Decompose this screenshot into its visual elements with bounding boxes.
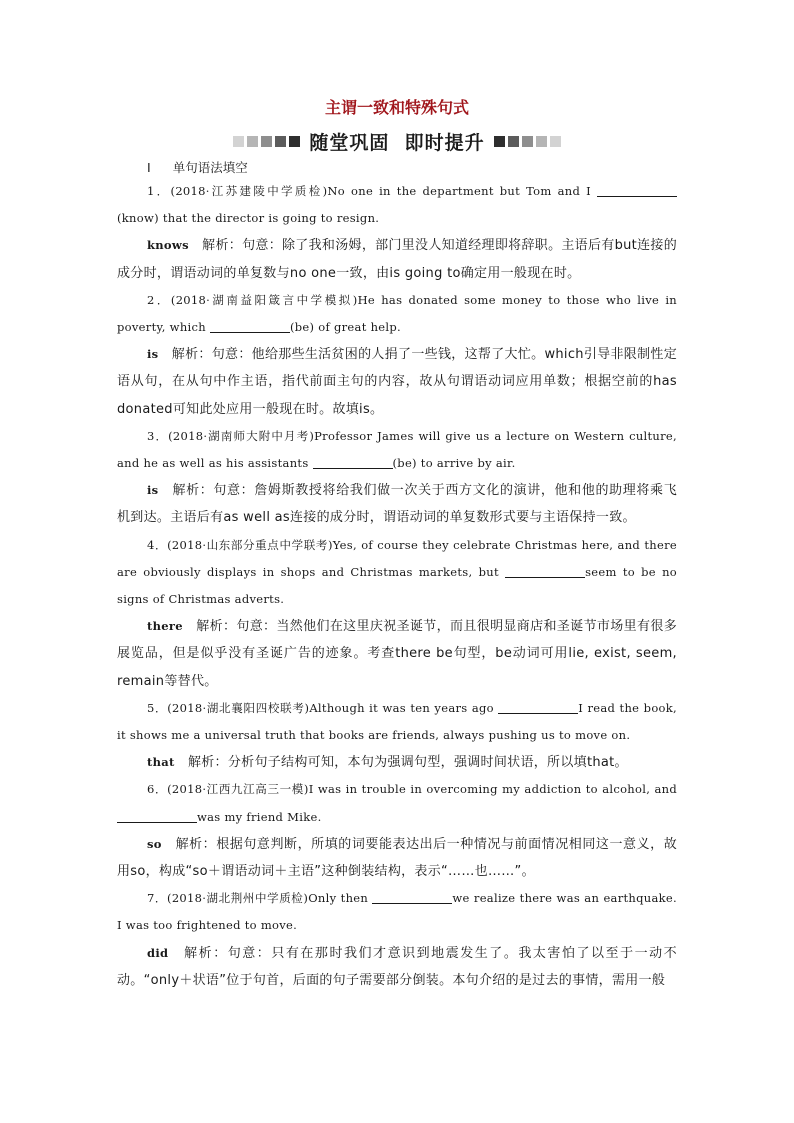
question-5 (117, 695, 677, 749)
analysis-1 (117, 232, 677, 286)
answer-blank (505, 564, 585, 578)
banner-square (233, 136, 244, 147)
answer-word: knows (147, 238, 189, 253)
analysis-6 (117, 831, 677, 885)
question-text: 4．(2018·山东部分重点中学联考)Yes, of course they celebrate Christmas here, and there are obviously displays in shops and Christmas markets, but (117, 537, 677, 579)
section-banner (117, 128, 677, 154)
answer-blank (597, 183, 677, 197)
analysis-text: 解析：句意：只有在那时我们才意识到地震发生了。我太害怕了以至于一动不动。“only＋状语”位于句首，后面的句子需要部分倒装。本句介绍的是过去的事情，需用一般 (117, 945, 677, 988)
question-text: 5．(2018·湖北襄阳四校联考)Although it was ten years ago (147, 700, 494, 715)
analysis-text: 解析：句意：詹姆斯教授将给我们做一次关于西方文化的演讲，他和他的助理将乘飞机到达。主语后有as well as连接的成分时，谓语动词的单复数形式要与主语保持一致。 (117, 483, 677, 526)
section-heading (147, 158, 677, 178)
answer-word: is (147, 483, 159, 498)
banner-square (522, 136, 533, 147)
question-text-post: (be) to arrive by air. (392, 456, 516, 471)
question-6 (117, 776, 677, 830)
page-title: 主谓一致和特殊句式 (324, 98, 469, 117)
question-4 (117, 532, 677, 614)
question-text-post: (be) of great help. (289, 320, 401, 335)
question-text-post: I read the book, it shows me a universal truth that books are friends, always pushing us to move on. (117, 700, 677, 743)
answer-word: there (147, 619, 183, 634)
question-text-post: (know) that the director is going to resign. (117, 211, 380, 226)
analysis-3 (117, 477, 677, 531)
question-text: 7．(2018·湖北荆州中学质检)Only then (147, 891, 369, 906)
question-text: 2．(2018·湖南益阳箴言中学模拟)He has donated some money to those who live in poverty, which (117, 292, 677, 335)
banner-square (261, 136, 272, 147)
analysis-7 (117, 940, 677, 994)
question-2 (117, 287, 677, 341)
question-text: 1．(2018·江苏建陵中学质检)No one in the department but Tom and I (147, 184, 591, 198)
banner-square (247, 136, 258, 147)
banner-square (536, 136, 547, 147)
question-7 (117, 885, 677, 939)
answer-word: did (147, 945, 169, 960)
answer-word: that (147, 755, 175, 770)
analysis-text: 解析：根据句意判断，所填的词要能表达出后一种情况与前面情况相同这一意义，故用so，构成“so＋谓语动词＋主语”这种倒装结构，表示“……也……”。 (117, 836, 677, 880)
answer-word: so (147, 836, 162, 851)
analysis-5 (117, 749, 677, 776)
answer-blank (313, 455, 393, 469)
banner-square (550, 136, 561, 147)
answer-blank (372, 890, 452, 904)
banner-title: 随堂巩固 即时提升 (309, 131, 485, 154)
question-1 (117, 178, 677, 232)
analysis-text: 解析：句意：除了我和汤姆，部门里没人知道经理即将辞职。主语后有but连接的成分时，谓语动词的单复数与no one一致，由is going to确定用一般现在时。 (117, 238, 677, 281)
banner-square (275, 136, 286, 147)
banner-square (494, 136, 505, 147)
question-text-post: seem to be no signs of Christmas adverts. (117, 564, 677, 607)
answer-blank (498, 700, 578, 714)
banner-square (289, 136, 300, 147)
analysis-text: 解析：分析句子结构可知，本句为强调句型，强调时间状语，所以填that。 (174, 755, 628, 771)
section-number: Ⅰ (147, 160, 151, 175)
question-text-post: we realize there was an earthquake. I was too frightened to move. (117, 891, 677, 933)
document-page (117, 96, 677, 994)
banner-square (508, 136, 519, 147)
banner-squares-right (493, 132, 563, 151)
analysis-text: 解析：句意：他给那些生活贫困的人捐了一些钱，这帮了大忙。which引导非限制性定语从句，在从句中作主语，指代前面主句的内容，故从句谓语动词应用单数；根据空前的has donated可知此处应用一般现在时。故填is。 (117, 347, 677, 417)
question-text: 3．(2018·湖南师大附中月考)Professor James will give us a lecture on Western culture, and he as well as his assistants (117, 428, 677, 471)
banner-squares-left (231, 132, 301, 151)
answer-blank (210, 319, 290, 333)
analysis-2 (117, 341, 677, 423)
answer-blank (117, 809, 197, 823)
analysis-4 (117, 613, 677, 695)
question-3 (117, 423, 677, 477)
question-text-post: was my friend Mike. (197, 809, 322, 824)
answer-word: is (147, 347, 159, 362)
analysis-text: 解析：句意：当然他们在这里庆祝圣诞节，而且很明显商店和圣诞节市场里有很多展览品，但是似乎没有圣诞广告的迹象。考查there be句型，be动词可用lie, exist, seem, remain等替代。 (117, 619, 677, 689)
question-text: 6．(2018·江西九江高三一模)I was in trouble in overcoming my addiction to alcohol, and (147, 782, 677, 797)
section-label: 单句语法填空 (172, 160, 248, 175)
